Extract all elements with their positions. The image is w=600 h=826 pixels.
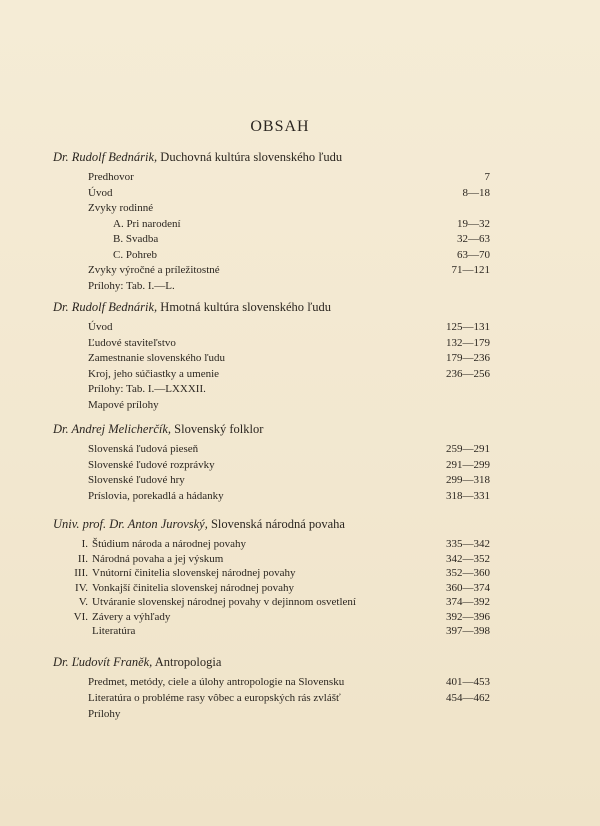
toc-entry [0,538,600,553]
section-heading [53,517,573,532]
entry-pages: 132—179 [446,336,490,349]
entry-pages: 7 [484,171,490,183]
entry-label [62,611,170,623]
toc-entry [0,443,600,458]
entry-label: Úvod [88,186,113,199]
entry-pages: 63—70 [457,248,490,261]
entry-text: Národná povaha a jej výskum [92,552,224,565]
section-heading [53,150,573,165]
toc-entry [0,625,600,640]
toc-entry [0,187,600,202]
toc-entry [0,337,600,352]
entry-text: Štúdium národa a národnej povahy [92,538,246,550]
section-heading [53,422,573,437]
section-author: Univ. prof. Dr. Anton Jurovský, [53,517,208,531]
toc-entry [0,490,600,505]
toc-entry [0,459,600,474]
entry-label: B. Svadba [113,233,159,245]
toc-entry [0,383,600,398]
entry-label [62,582,294,594]
entry-pages: 291—299 [446,458,490,471]
entry-pages: 318—331 [446,489,490,502]
toc-entry [0,708,600,723]
entry-label [62,625,135,637]
entry-label: Slovenské ľudové rozprávky [88,458,215,471]
entry-text: Vnútorní činitelia slovenskej národnej povahy [92,567,296,579]
entry-number: II. [77,552,88,565]
entry-pages: 236—256 [446,367,490,380]
toc-entry [0,596,600,611]
entry-pages: 259—291 [446,443,490,455]
section-heading [53,655,573,670]
entry-pages: 342—352 [446,552,490,565]
entry-label: Prílohy: Tab. I.—L. [88,279,175,292]
entry-number: V. [78,596,88,608]
entry-label: Prílohy [88,708,121,720]
toc-entry [0,249,600,264]
toc-entry [0,218,600,233]
entry-label: Zvyky rodinné [88,202,154,214]
entry-pages: 32—63 [457,233,490,245]
section-heading [53,300,573,315]
entry-pages: 299—318 [446,474,490,486]
entry-pages: 71—121 [451,264,490,276]
entry-pages: 374—392 [446,596,490,608]
entry-number: I. [81,538,88,550]
entry-label: A. Pri narodení [113,217,181,230]
toc-entry [0,582,600,597]
entry-label: Príslovia, porekadlá a hádanky [88,489,224,502]
section-author: Dr. Ľudovít Franěk, [53,655,153,669]
toc-entry [0,692,600,707]
entry-label: Prílohy: Tab. I.—LXXXII. [88,383,206,395]
toc-entry [0,233,600,248]
entry-pages: 352—360 [446,567,490,579]
toc-entry [0,280,600,295]
entry-pages: 8—18 [462,186,490,199]
section-title: Antropologia [154,655,222,669]
toc-entry [0,399,600,414]
entry-label: Zvyky výročné a príležitostné [88,264,220,276]
entry-label: Predhovor [88,171,134,183]
toc-entry [0,352,600,367]
toc-entry [0,567,600,582]
entry-pages: 360—374 [446,581,490,594]
entry-pages: 454—462 [446,692,490,704]
entry-label: Mapové prílohy [88,398,159,411]
section-title: Hmotná kultúra slovenského ľudu [160,300,331,314]
section-author: Dr. Rudolf Bednárik, [53,300,158,314]
toc-entry [0,474,600,489]
section-author: Dr. Andrej Melicherčík, [53,422,172,436]
entry-label: Slovenská ľudová pieseň [88,443,199,455]
entry-pages: 125—131 [446,321,490,333]
entry-pages: 335—342 [446,538,490,550]
entry-label: C. Pohreb [113,248,157,261]
toc-entry [0,368,600,383]
entry-pages: 179—236 [446,352,490,364]
toc-entry [0,553,600,568]
entry-text: Vonkajší činitelia slovenskej národnej povahy [92,581,295,594]
entry-number: VI. [73,610,88,623]
page-title: OBSAH [250,118,310,135]
toc-entry [0,202,600,217]
section-title: Slovenský folklor [174,422,264,436]
entry-pages: 401—453 [446,676,490,688]
toc-entry [0,676,600,691]
entry-label [62,553,223,565]
entry-text: Utváranie slovenskej národnej povahy v dejinnom osvetlení [92,596,356,608]
section-title: Slovenská národná povaha [210,517,345,531]
entry-label: Slovenské ľudové hry [88,474,185,486]
entry-label: Ľudové staviteľstvo [88,336,176,349]
entry-label: Úvod [88,321,113,333]
section-title: Duchovná kultúra slovenského ľudu [160,150,343,164]
toc-entry [0,171,600,186]
entry-label: Zamestnanie slovenského ľudu [88,352,226,364]
entry-number: III. [74,567,88,579]
toc-entry [0,611,600,626]
entry-text: Závery a výhľady [92,610,171,623]
entry-number: IV. [75,581,88,594]
entry-pages: 392—396 [446,610,490,623]
entry-pages: 19—32 [457,217,490,230]
toc-entry [0,264,600,279]
toc-entry [0,321,600,336]
entry-label [62,567,295,579]
entry-pages: 397—398 [446,625,490,637]
entry-label: Literatúra o probléme rasy vôbec a europských rás zvlášť [88,692,341,704]
entry-label [62,596,356,608]
section-author: Dr. Rudolf Bednárik, [53,150,158,164]
entry-label: Kroj, jeho súčiastky a umenie [88,367,220,380]
entry-label [62,538,246,550]
entry-text: Literatúra [92,625,136,637]
entry-label: Predmet, metódy, ciele a úlohy antropologie na Slovensku [88,676,345,688]
